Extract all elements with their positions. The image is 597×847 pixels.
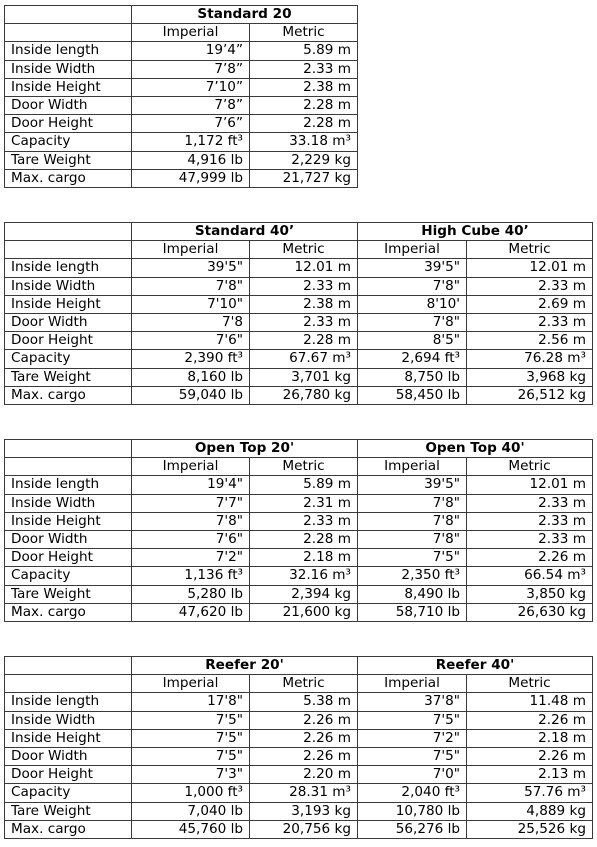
- imperial-value: 7'8": [358, 512, 467, 530]
- row-label: Capacity: [5, 133, 132, 151]
- row-label: Inside Height: [5, 295, 132, 313]
- metric-value: 26,512 kg: [467, 386, 593, 404]
- spec-table-open-top: [4, 439, 593, 622]
- imperial-value: 58,450 lb: [358, 386, 467, 404]
- metric-value: 12.01 m: [250, 259, 358, 277]
- imperial-value: 1,172 ft³: [132, 133, 250, 151]
- row-label: Inside Width: [5, 494, 132, 512]
- corner-cell: [5, 241, 132, 259]
- metric-value: 2.33 m: [467, 530, 593, 548]
- imperial-value: 59,040 lb: [132, 386, 250, 404]
- imperial-value: 7'2": [132, 549, 250, 567]
- row-label: Tare Weight: [5, 151, 132, 169]
- imperial-value: 2,390 ft³: [132, 350, 250, 368]
- metric-value: 3,850 kg: [467, 585, 593, 603]
- metric-value: 26,780 kg: [250, 386, 358, 404]
- row-label: Door Width: [5, 530, 132, 548]
- imperial-value: 7'2": [358, 729, 467, 747]
- metric-value: 2.33 m: [467, 277, 593, 295]
- metric-value: 2.33 m: [250, 60, 358, 78]
- metric-value: 21,600 kg: [250, 603, 358, 621]
- imperial-value: 7'5": [358, 711, 467, 729]
- imperial-value: 2,040 ft³: [358, 784, 467, 802]
- column-header-metric: Metric: [467, 458, 593, 476]
- imperial-value: 7'10": [132, 295, 250, 313]
- imperial-value: 8,750 lb: [358, 368, 467, 386]
- row-label: Inside Height: [5, 78, 132, 96]
- row-label: Door Height: [5, 549, 132, 567]
- container-title: Reefer 20': [132, 657, 358, 675]
- imperial-value: 7’8”: [132, 60, 250, 78]
- metric-value: 32.16 m³: [250, 567, 358, 585]
- imperial-value: 4,916 lb: [132, 151, 250, 169]
- row-label: Capacity: [5, 567, 132, 585]
- row-label: Capacity: [5, 350, 132, 368]
- row-label: Door Height: [5, 332, 132, 350]
- imperial-value: 7'3": [132, 766, 250, 784]
- metric-value: 2,229 kg: [250, 151, 358, 169]
- row-label: Max. cargo: [5, 169, 132, 187]
- metric-value: 3,968 kg: [467, 368, 593, 386]
- imperial-value: 7,040 lb: [132, 802, 250, 820]
- column-header-imperial: Imperial: [358, 241, 467, 259]
- metric-value: 2.26 m: [250, 747, 358, 765]
- imperial-value: 10,780 lb: [358, 802, 467, 820]
- container-title: Open Top 40': [358, 440, 593, 458]
- imperial-value: 39'5": [358, 259, 467, 277]
- imperial-value: 56,276 lb: [358, 820, 467, 838]
- imperial-value: 5,280 lb: [132, 585, 250, 603]
- metric-value: 2.33 m: [467, 512, 593, 530]
- metric-value: 4,889 kg: [467, 802, 593, 820]
- imperial-value: 45,760 lb: [132, 820, 250, 838]
- row-label: Max. cargo: [5, 386, 132, 404]
- metric-value: 2.28 m: [250, 96, 358, 114]
- metric-value: 12.01 m: [467, 259, 593, 277]
- metric-value: 2.33 m: [250, 512, 358, 530]
- container-title: Reefer 40': [358, 657, 593, 675]
- imperial-value: 19'4": [132, 476, 250, 494]
- column-header-imperial: Imperial: [132, 241, 250, 259]
- imperial-value: 7'8": [358, 494, 467, 512]
- metric-value: 2.26 m: [467, 549, 593, 567]
- imperial-value: 47,999 lb: [132, 169, 250, 187]
- metric-value: 2.33 m: [250, 313, 358, 331]
- imperial-value: 37'8": [358, 693, 467, 711]
- container-title: Standard 40’: [132, 223, 358, 241]
- imperial-value: 7'5": [358, 747, 467, 765]
- column-header-imperial: Imperial: [358, 675, 467, 693]
- corner-cell: [5, 657, 132, 675]
- imperial-value: 8,160 lb: [132, 368, 250, 386]
- row-label: Door Width: [5, 96, 132, 114]
- row-label: Inside length: [5, 476, 132, 494]
- column-header-imperial: Imperial: [132, 24, 250, 42]
- container-title: High Cube 40’: [358, 223, 593, 241]
- metric-value: 2.28 m: [250, 115, 358, 133]
- column-header-metric: Metric: [250, 24, 358, 42]
- metric-value: 76.28 m³: [467, 350, 593, 368]
- row-label: Capacity: [5, 784, 132, 802]
- imperial-value: 39'5": [132, 259, 250, 277]
- metric-value: 2.26 m: [250, 711, 358, 729]
- metric-value: 2.26 m: [250, 729, 358, 747]
- column-header-metric: Metric: [250, 241, 358, 259]
- metric-value: 2.13 m: [467, 766, 593, 784]
- imperial-value: 47,620 lb: [132, 603, 250, 621]
- row-label: Door Width: [5, 747, 132, 765]
- imperial-value: 7'0": [358, 766, 467, 784]
- metric-value: 66.54 m³: [467, 567, 593, 585]
- row-label: Door Height: [5, 766, 132, 784]
- column-header-metric: Metric: [250, 458, 358, 476]
- corner-cell: [5, 458, 132, 476]
- metric-value: 28.31 m³: [250, 784, 358, 802]
- row-label: Door Height: [5, 115, 132, 133]
- imperial-value: 7'6": [132, 332, 250, 350]
- imperial-value: 7'7": [132, 494, 250, 512]
- corner-cell: [5, 440, 132, 458]
- imperial-value: 7'8": [358, 313, 467, 331]
- row-label: Inside Height: [5, 512, 132, 530]
- metric-value: 2.38 m: [250, 295, 358, 313]
- spec-table-40ft: [4, 222, 593, 405]
- imperial-value: 7'5": [132, 711, 250, 729]
- corner-cell: [5, 6, 132, 24]
- imperial-value: 7'5": [358, 549, 467, 567]
- imperial-value: 17'8": [132, 693, 250, 711]
- column-header-imperial: Imperial: [358, 458, 467, 476]
- metric-value: 2,394 kg: [250, 585, 358, 603]
- row-label: Inside Height: [5, 729, 132, 747]
- imperial-value: 7’6”: [132, 115, 250, 133]
- imperial-value: 8'5": [358, 332, 467, 350]
- container-title: Standard 20: [132, 6, 358, 24]
- imperial-value: 1,000 ft³: [132, 784, 250, 802]
- row-label: Inside length: [5, 259, 132, 277]
- metric-value: 2.18 m: [467, 729, 593, 747]
- metric-value: 2.33 m: [250, 277, 358, 295]
- corner-cell: [5, 24, 132, 42]
- row-label: Inside Width: [5, 277, 132, 295]
- metric-value: 2.20 m: [250, 766, 358, 784]
- imperial-value: 7'8": [358, 277, 467, 295]
- row-label: Inside Width: [5, 60, 132, 78]
- column-header-metric: Metric: [467, 675, 593, 693]
- imperial-value: 58,710 lb: [358, 603, 467, 621]
- row-label: Max. cargo: [5, 603, 132, 621]
- metric-value: 3,701 kg: [250, 368, 358, 386]
- metric-value: 21,727 kg: [250, 169, 358, 187]
- column-header-metric: Metric: [467, 241, 593, 259]
- metric-value: 26,630 kg: [467, 603, 593, 621]
- imperial-value: 7'8": [132, 512, 250, 530]
- imperial-value: 7'5": [132, 729, 250, 747]
- imperial-value: 8,490 lb: [358, 585, 467, 603]
- imperial-value: 7'8: [132, 313, 250, 331]
- imperial-value: 7'6": [132, 530, 250, 548]
- spec-table-reefer: [4, 656, 593, 839]
- metric-value: 3,193 kg: [250, 802, 358, 820]
- column-header-imperial: Imperial: [132, 458, 250, 476]
- imperial-value: 7'8": [132, 277, 250, 295]
- metric-value: 2.31 m: [250, 494, 358, 512]
- row-label: Inside length: [5, 693, 132, 711]
- imperial-value: 39'5": [358, 476, 467, 494]
- imperial-value: 7’10”: [132, 78, 250, 96]
- corner-cell: [5, 223, 132, 241]
- imperial-value: 7'8": [358, 530, 467, 548]
- row-label: Tare Weight: [5, 368, 132, 386]
- metric-value: 33.18 m³: [250, 133, 358, 151]
- metric-value: 25,526 kg: [467, 820, 593, 838]
- imperial-value: 1,136 ft³: [132, 567, 250, 585]
- metric-value: 2.33 m: [467, 313, 593, 331]
- container-title: Open Top 20': [132, 440, 358, 458]
- row-label: Inside Width: [5, 711, 132, 729]
- metric-value: 5.38 m: [250, 693, 358, 711]
- metric-value: 12.01 m: [467, 476, 593, 494]
- row-label: Tare Weight: [5, 802, 132, 820]
- corner-cell: [5, 675, 132, 693]
- metric-value: 20,756 kg: [250, 820, 358, 838]
- metric-value: 57.76 m³: [467, 784, 593, 802]
- metric-value: 5.89 m: [250, 476, 358, 494]
- metric-value: 2.33 m: [467, 494, 593, 512]
- metric-value: 2.28 m: [250, 332, 358, 350]
- spec-table-standard-20: [4, 5, 358, 188]
- metric-value: 2.69 m: [467, 295, 593, 313]
- imperial-value: 2,694 ft³: [358, 350, 467, 368]
- imperial-value: 19’4”: [132, 42, 250, 60]
- imperial-value: 7'5": [132, 747, 250, 765]
- metric-value: 2.18 m: [250, 549, 358, 567]
- metric-value: 67.67 m³: [250, 350, 358, 368]
- column-header-imperial: Imperial: [132, 675, 250, 693]
- row-label: Door Width: [5, 313, 132, 331]
- metric-value: 2.38 m: [250, 78, 358, 96]
- metric-value: 11.48 m: [467, 693, 593, 711]
- metric-value: 5.89 m: [250, 42, 358, 60]
- imperial-value: 7’8”: [132, 96, 250, 114]
- column-header-metric: Metric: [250, 675, 358, 693]
- row-label: Inside length: [5, 42, 132, 60]
- metric-value: 2.56 m: [467, 332, 593, 350]
- metric-value: 2.26 m: [467, 711, 593, 729]
- row-label: Tare Weight: [5, 585, 132, 603]
- row-label: Max. cargo: [5, 820, 132, 838]
- metric-value: 2.28 m: [250, 530, 358, 548]
- metric-value: 2.26 m: [467, 747, 593, 765]
- imperial-value: 8'10': [358, 295, 467, 313]
- imperial-value: 2,350 ft³: [358, 567, 467, 585]
